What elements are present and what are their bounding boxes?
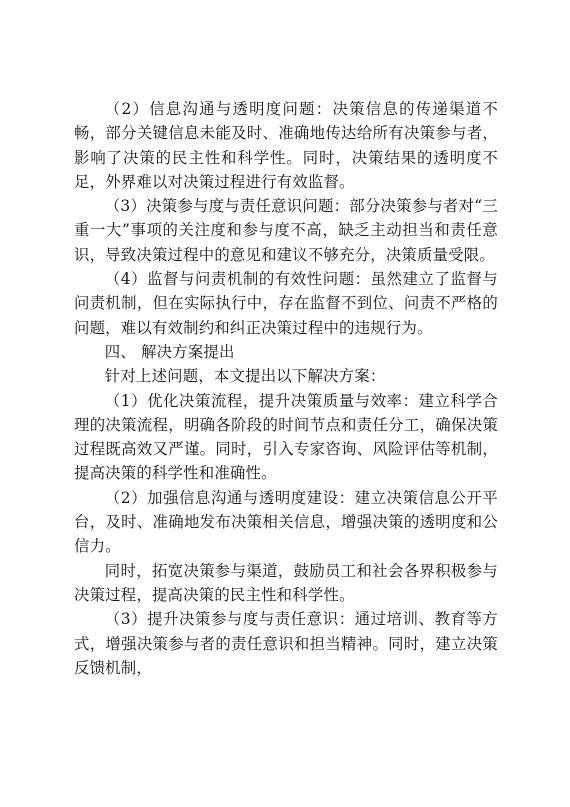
paragraph-strengthen-transparency: （2）加强信息沟通与透明度建设：建立决策信息公开平台，及时、准确地发布决策相关信息，增强决策的透明度和公信力。 [74, 488, 498, 556]
section-heading-solutions: 四、 解决方案提出 [104, 342, 235, 361]
paragraph-info-communication: （2）信息沟通与透明度问题：决策信息的传递渠道不畅，部分关键信息未能及时、准确地传达给所有决策参与者，影响了决策的民主性和科学性。同时，决策结果的透明度不足，外界难以对决策过程进行有效监督。 [74, 100, 498, 191]
paragraph-broaden-participation: 同时，拓宽决策参与渠道，鼓励员工和社会各界积极参与决策过程，提高决策的民主性和科学性。 [74, 561, 498, 604]
paragraph-optimize-process: （1）优化决策流程，提升决策质量与效率：建立科学合理的决策流程，明确各阶段的时间节点和责任分工，确保决策过程既高效又严谨。同时，引入专家咨询、风险评估等机制，提高决策的科学性和准确性。 [74, 391, 498, 483]
paragraph-raise-responsibility: （3）提升决策参与度与责任意识：通过培训、教育等方式，增强决策参与者的责任意识和担当精神。同时，建立决策反馈机制， [74, 610, 498, 677]
document-body [74, 97, 498, 680]
paragraph-solutions-intro: 针对上述问题，本文提出以下解决方案： [104, 367, 386, 386]
paragraph-supervision: （4）监督与问责机制的有效性问题：虽然建立了监督与问责机制，但在实际执行中，存在监督不到位、问责不严格的问题，难以有效制约和纠正决策过程中的违规行为。 [74, 270, 498, 337]
paragraph-participation: （3）决策参与度与责任意识问题：部分决策参与者对“三重一大”事项的关注度和参与度不高，缺乏主动担当和责任意识，导致决策过程中的意见和建议不够充分，决策质量受限。 [74, 197, 498, 264]
